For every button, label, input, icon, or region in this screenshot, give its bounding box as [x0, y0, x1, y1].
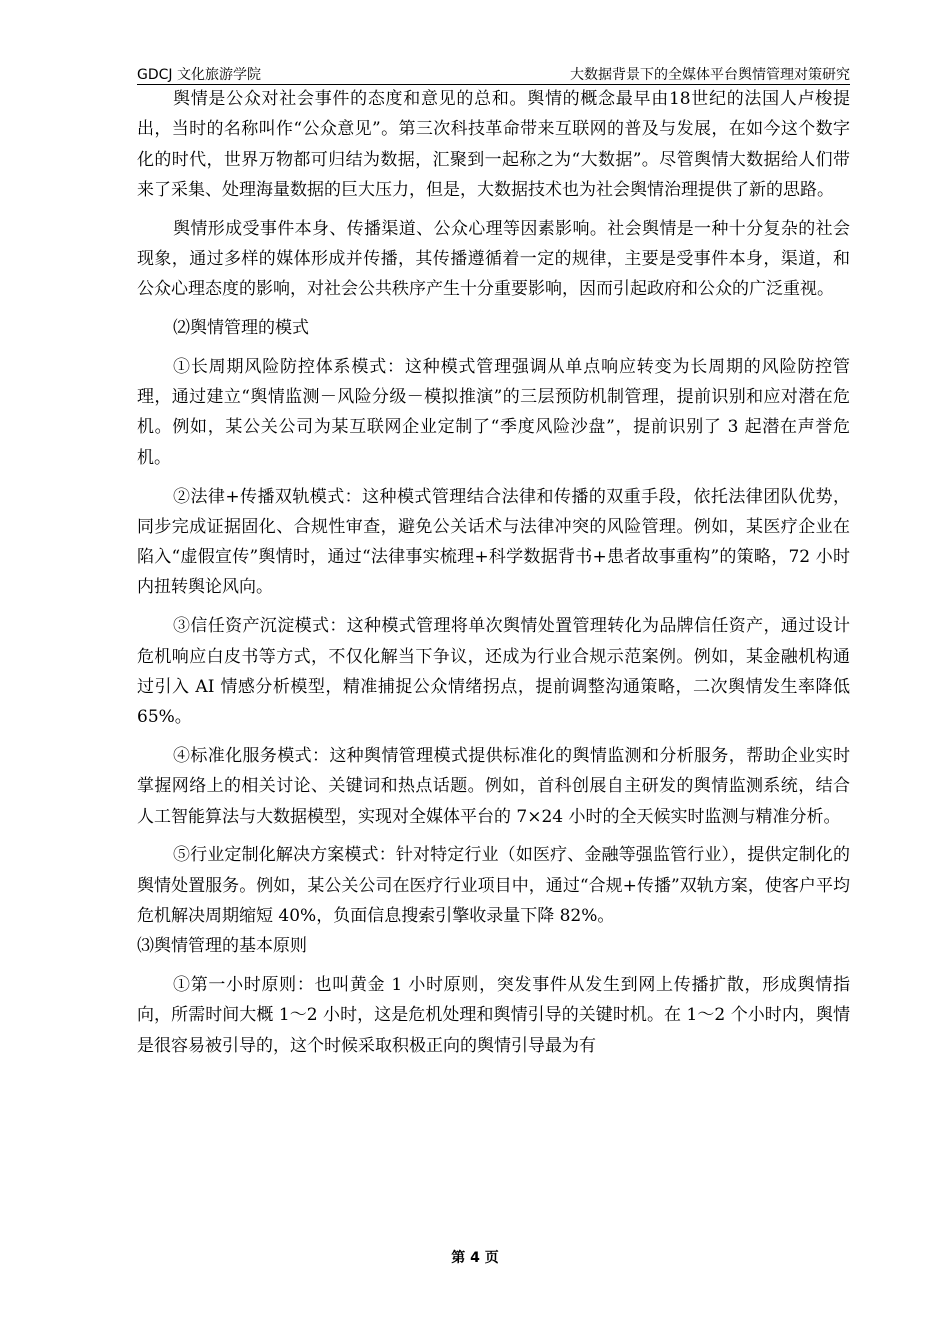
page-body	[137, 84, 850, 1061]
subheading-management-modes: ⑵舆情管理的模式	[173, 318, 309, 339]
page-number: 第 4 页	[451, 1250, 499, 1266]
paragraph-mode-1: ①长周期风险防控体系模式：这种模式管理强调从单点响应转变为长周期的风险防控管理，通过建立“舆情监测－风险分级－模拟推演”的三层预防机制管理，提前识别和应对潜在危机。例如，某公关公司为某互联网企业定制了“季度风险沙盘”，提前识别了 3 起潜在声誉危机。	[137, 356, 850, 468]
paragraph-mode-3: ③信任资产沉淀模式：这种模式管理将单次舆情处置管理转化为品牌信任资产，通过设计危机响应白皮书等方式，不仅化解当下争议，还成为行业合规示范案例。例如，某金融机构通过引入 AI 情感分析模型，精准捕捉公众情绪拐点，提前调整沟通策略，二次舆情发生率降低 65%。	[137, 616, 850, 728]
paragraph-mode-5: ⑤行业定制化解决方案模式：针对特定行业（如医疗、金融等强监管行业），提供定制化的舆情处置服务。例如，某公关公司在医疗行业项目中，通过“合规+传播”双轨方案，使客户平均危机解决周期缩短 40%，负面信息搜索引擎收录量下降 82%。	[137, 845, 850, 926]
subheading-basic-principles: ⑶舆情管理的基本原则	[137, 936, 307, 957]
header-thesis-title: 大数据背景下的全媒体平台舆情管理对策研究	[570, 67, 850, 83]
page-header	[137, 62, 850, 85]
paragraph-principle-1: ①第一小时原则：也叫黄金 1 小时原则，突发事件从发生到网上传播扩散，形成舆情指向，所需时间大概 1～2 小时，这是危机处理和舆情引导的关键时机。在 1～2 个小时内，舆情是很容易被引导的，这个时候采取积极正向的舆情引导最为有	[137, 975, 850, 1056]
paragraph-public-opinion-definition: 舆情是公众对社会事件的态度和意见的总和。舆情的概念最早由18世纪的法国人卢梭提出，当时的名称叫作“公众意见”。第三次科技革命带来互联网的普及与发展，在如今这个数字化的时代，世界万物都可归结为数据，汇聚到一起称之为“大数据”。尽管舆情大数据给人们带来了采集、处理海量数据的巨大压力，但是，大数据技术也为社会舆情治理提供了新的思路。	[137, 89, 850, 200]
header-school-name: GDCJ 文化旅游学院	[137, 67, 261, 83]
paragraph-mode-4: ④标准化服务模式：这种舆情管理模式提供标准化的舆情监测和分析服务，帮助企业实时掌握网络上的相关讨论、关键词和热点话题。例如，首科创展自主研发的舆情监测系统，结合人工智能算法与大数据模型，实现对全媒体平台的 7×24 小时的全天候实时监测与精准分析。	[137, 745, 850, 827]
paragraph-mode-2: ②法律+传播双轨模式：这种模式管理结合法律和传播的双重手段，依托法律团队优势，同步完成证据固化、合规性审查，避免公关话术与法律冲突的风险管理。例如，某医疗企业在陷入“虚假宣传”舆情时，通过“法律事实梳理+科学数据背书+患者故事重构”的策略，72 小时内扭转舆论风向。	[137, 486, 850, 598]
paragraph-opinion-formation: 舆情形成受事件本身、传播渠道、公众心理等因素影响。社会舆情是一种十分复杂的社会现象，通过多样的媒体形成并传播，其传播遵循着一定的规律，主要是受事件本身，渠道，和公众心理态度的影响，对社会公共秩序产生十分重要影响，因而引起政府和公众的广泛重视。	[137, 218, 850, 300]
